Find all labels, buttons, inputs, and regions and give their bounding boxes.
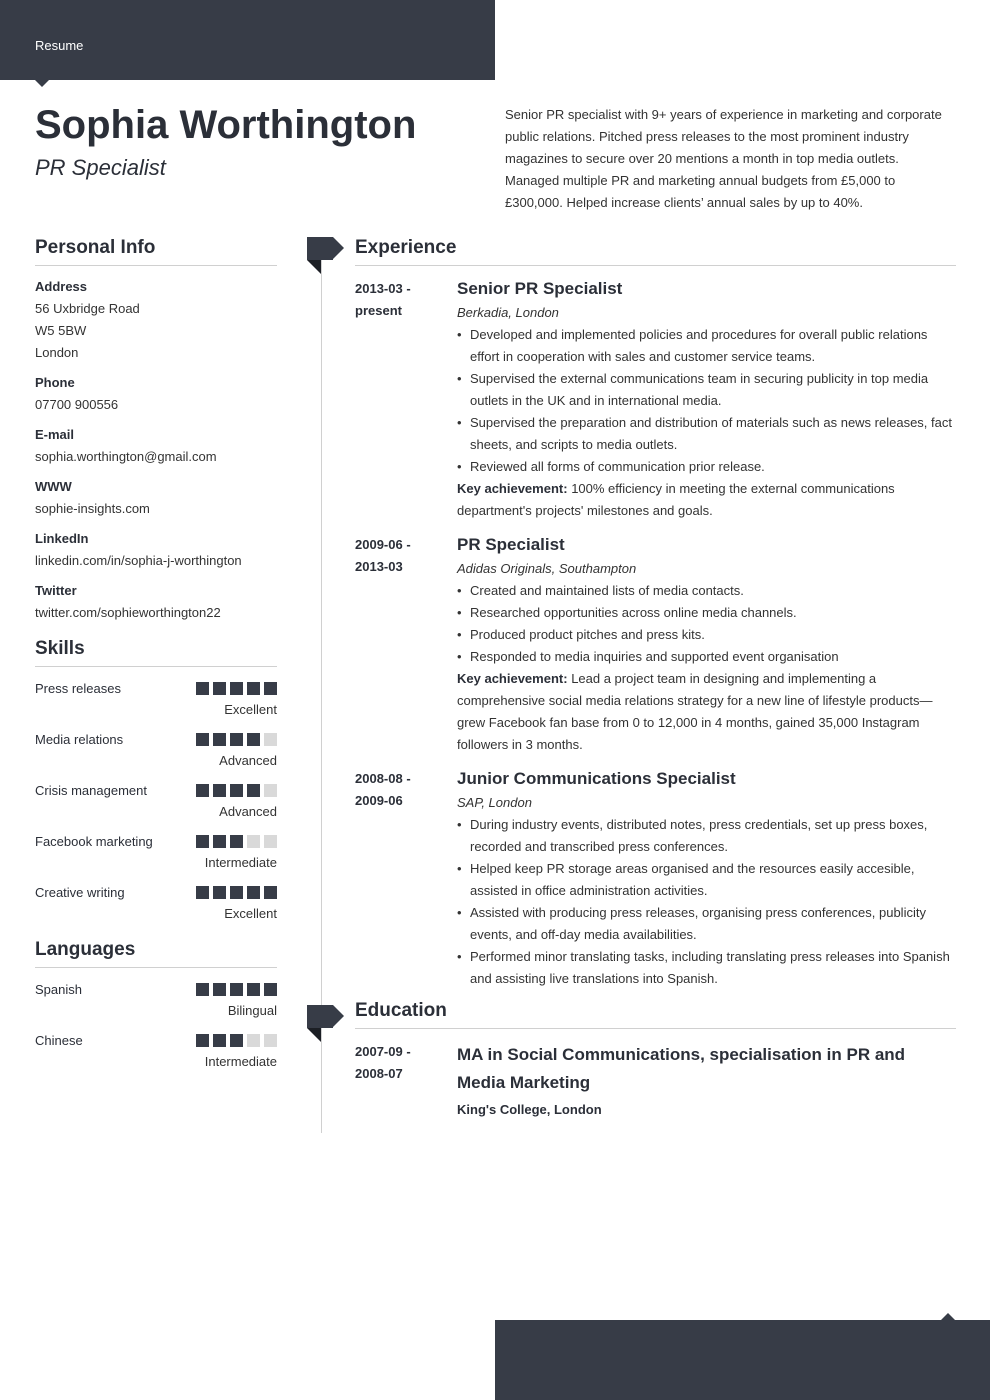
rating-square-filled (230, 682, 243, 695)
twitter-value[interactable]: twitter.com/sophieworthington22 (35, 605, 221, 620)
linkedin-value[interactable]: linkedin.com/in/sophia-j-worthington (35, 553, 242, 568)
job-entry (355, 768, 956, 990)
twitter-label: Twitter (35, 583, 77, 598)
languages-list (35, 978, 277, 1073)
skill-level: Intermediate (204, 855, 277, 870)
job-date-end: present (355, 303, 402, 318)
rating-square-empty (264, 1034, 277, 1047)
job-duty: • Helped keep PR storage areas organised and the resources easily accesible, assisted in office administration activities. (457, 858, 956, 902)
achievement-label: Key achievement: (457, 671, 568, 686)
address-line: London (35, 345, 79, 360)
education-entry (355, 1041, 956, 1121)
rating-square-empty (247, 1034, 260, 1047)
rating-square-filled (196, 733, 209, 746)
phone-label: Phone (35, 375, 75, 390)
skill-name: Media relations (35, 731, 124, 747)
language-name: Chinese (35, 1032, 83, 1048)
address-line: 56 Uxbridge Road (35, 301, 140, 316)
job-company: Berkadia, London (457, 305, 559, 320)
rating-square-filled (196, 682, 209, 695)
rating-square-filled (247, 983, 260, 996)
skill-rating (196, 733, 277, 746)
candidate-name: Sophia Worthington (35, 103, 417, 147)
job-duty: • Researched opportunities across online media channels. (457, 602, 956, 624)
language-item (35, 1029, 277, 1073)
personal-info-heading: Personal Info (35, 237, 277, 266)
twitter-group (35, 580, 277, 624)
languages-heading: Languages (35, 939, 277, 968)
job-duties (457, 814, 956, 990)
achievement-text: 100% efficiency in meeting the external communications department's projects' milestones and goals. (457, 481, 895, 518)
education-school: King's College, London (457, 1102, 602, 1117)
skill-rating (196, 784, 277, 797)
job-duty: • Developed and implemented policies and procedures for overall public relations effort in cooperation with sales and customer service teams. (457, 324, 956, 368)
job-duty: • Supervised the preparation and distribution of materials such as news releases, fact sheets, and scripts to media outlets. (457, 412, 956, 456)
linkedin-group (35, 528, 277, 572)
job-title: Junior Communications Specialist (457, 769, 736, 788)
rating-square-filled (213, 886, 226, 899)
rating-square-filled (247, 784, 260, 797)
resume-label: Resume (35, 38, 84, 53)
rating-square-filled (247, 733, 260, 746)
email-value[interactable]: sophia.worthington@gmail.com (35, 449, 217, 464)
skill-level: Excellent (224, 702, 277, 717)
banner-notch (35, 80, 49, 87)
skills-heading: Skills (35, 638, 277, 667)
rating-square-filled (264, 886, 277, 899)
education-heading: Education (355, 1000, 956, 1029)
experience-flag-tail (307, 260, 321, 274)
rating-square-filled (213, 1034, 226, 1047)
rating-square-filled (196, 784, 209, 797)
rating-square-filled (213, 835, 226, 848)
achievement-text: Lead a project team in designing and implementing a comprehensive social media relations strategy for a new line of lifestyle products—grew Facebook fan base from 0 to 12,000 in 4 months, gained 35,000 Instagram followers in 3 months. (457, 671, 933, 752)
www-group (35, 476, 277, 520)
rating-square-filled (247, 886, 260, 899)
rating-square-filled (213, 983, 226, 996)
banner-notch (941, 1313, 955, 1320)
experience-flag-icon (307, 237, 333, 260)
profile-summary: Senior PR specialist with 9+ years of experience in marketing and corporate public relations. Pitched press releases to the most prominent industry magazines to secure over 20 mentions a month in top media outlets. Managed multiple PR and marketing annual budgets from £5,000 to £300,000. Helped increase clients’ annual sales by up to 40%. (505, 107, 942, 210)
timeline-line (321, 260, 322, 1133)
job-date-start: 2009-06 - (355, 537, 411, 552)
education-flag-icon (307, 1005, 333, 1028)
linkedin-label: LinkedIn (35, 531, 89, 546)
address-label: Address (35, 279, 88, 294)
job-entry (355, 534, 956, 756)
skill-rating (196, 682, 277, 695)
bottom-banner (495, 1320, 990, 1400)
job-duty: • Created and maintained lists of media contacts. (457, 580, 956, 602)
skill-level: Advanced (219, 753, 277, 768)
job-company: SAP, London (457, 795, 532, 810)
language-item (35, 978, 277, 1022)
left-column (35, 237, 277, 1080)
rating-square-filled (230, 886, 243, 899)
candidate-role: PR Specialist (35, 155, 166, 180)
rating-square-empty (264, 733, 277, 746)
key-achievement (457, 478, 956, 522)
job-duty: • Responded to media inquiries and supported event organisation (457, 646, 956, 668)
phone-value: 07700 900556 (35, 397, 119, 412)
language-rating (196, 1034, 277, 1047)
rating-square-filled (196, 983, 209, 996)
www-label: WWW (35, 479, 72, 494)
rating-square-filled (196, 1034, 209, 1047)
skill-item (35, 728, 277, 772)
skill-item (35, 677, 277, 721)
job-entry (355, 278, 956, 522)
skill-level: Advanced (219, 804, 277, 819)
experience-heading: Experience (355, 237, 956, 266)
job-title: PR Specialist (457, 535, 565, 554)
job-duties (457, 580, 956, 668)
skill-item (35, 830, 277, 874)
email-label: E-mail (35, 427, 75, 442)
phone-group (35, 372, 277, 416)
rating-square-filled (230, 1034, 243, 1047)
language-rating (196, 983, 277, 996)
job-title: Senior PR Specialist (457, 279, 623, 298)
top-banner (0, 0, 495, 80)
language-level: Intermediate (204, 1054, 277, 1069)
email-group (35, 424, 277, 468)
rating-square-filled (196, 886, 209, 899)
job-duty: • During industry events, distributed notes, press credentials, set up press boxes, recorded and transcribed press conferences. (457, 814, 956, 858)
job-date-end: 2013-03 (355, 559, 403, 574)
right-column (355, 237, 956, 1121)
achievement-label: Key achievement: (457, 481, 568, 496)
education-date-start: 2007-09 - (355, 1044, 411, 1059)
job-date-start: 2013-03 - (355, 281, 411, 296)
skill-name: Press releases (35, 680, 121, 696)
address-group (35, 276, 277, 364)
skill-name: Facebook marketing (35, 833, 153, 849)
skill-name: Creative writing (35, 884, 125, 900)
job-date-end: 2009-06 (355, 793, 403, 808)
job-duty: • Supervised the external communications team in securing publicity in top media outlets in the UK and in international media. (457, 368, 956, 412)
rating-square-filled (213, 733, 226, 746)
rating-square-filled (264, 983, 277, 996)
rating-square-filled (264, 682, 277, 695)
job-duty: • Assisted with producing press releases, organising press conferences, publicity events, and off-day media availabilities. (457, 902, 956, 946)
skill-rating (196, 835, 277, 848)
rating-square-filled (230, 983, 243, 996)
rating-square-empty (264, 784, 277, 797)
skill-item (35, 779, 277, 823)
key-achievement (457, 668, 956, 756)
skill-rating (196, 886, 277, 899)
skill-item (35, 881, 277, 925)
skill-level: Excellent (224, 906, 277, 921)
rating-square-filled (213, 682, 226, 695)
job-date-start: 2008-08 - (355, 771, 411, 786)
www-value[interactable]: sophie-insights.com (35, 501, 150, 516)
rating-square-filled (230, 835, 243, 848)
rating-square-empty (247, 835, 260, 848)
education-degree: MA in Social Communications, specialisation in PR and Media Marketing (457, 1045, 906, 1092)
language-level: Bilingual (227, 1003, 277, 1018)
job-duties (457, 324, 956, 478)
skills-list (35, 677, 277, 925)
job-duty: • Produced product pitches and press kits. (457, 624, 956, 646)
job-company: Adidas Originals, Southampton (457, 561, 637, 576)
rating-square-filled (230, 733, 243, 746)
rating-square-filled (247, 682, 260, 695)
skill-name: Crisis management (35, 782, 147, 798)
education-date-end: 2008-07 (355, 1066, 403, 1081)
job-duty: • Performed minor translating tasks, including translating press releases into Spanish and assisting live translations into Spanish. (457, 946, 956, 990)
language-name: Spanish (35, 981, 82, 997)
rating-square-filled (196, 835, 209, 848)
address-line: W5 5BW (35, 323, 87, 338)
rating-square-filled (230, 784, 243, 797)
job-duty: • Reviewed all forms of communication prior release. (457, 456, 956, 478)
rating-square-empty (264, 835, 277, 848)
education-flag-tail (307, 1028, 321, 1042)
rating-square-filled (213, 784, 226, 797)
